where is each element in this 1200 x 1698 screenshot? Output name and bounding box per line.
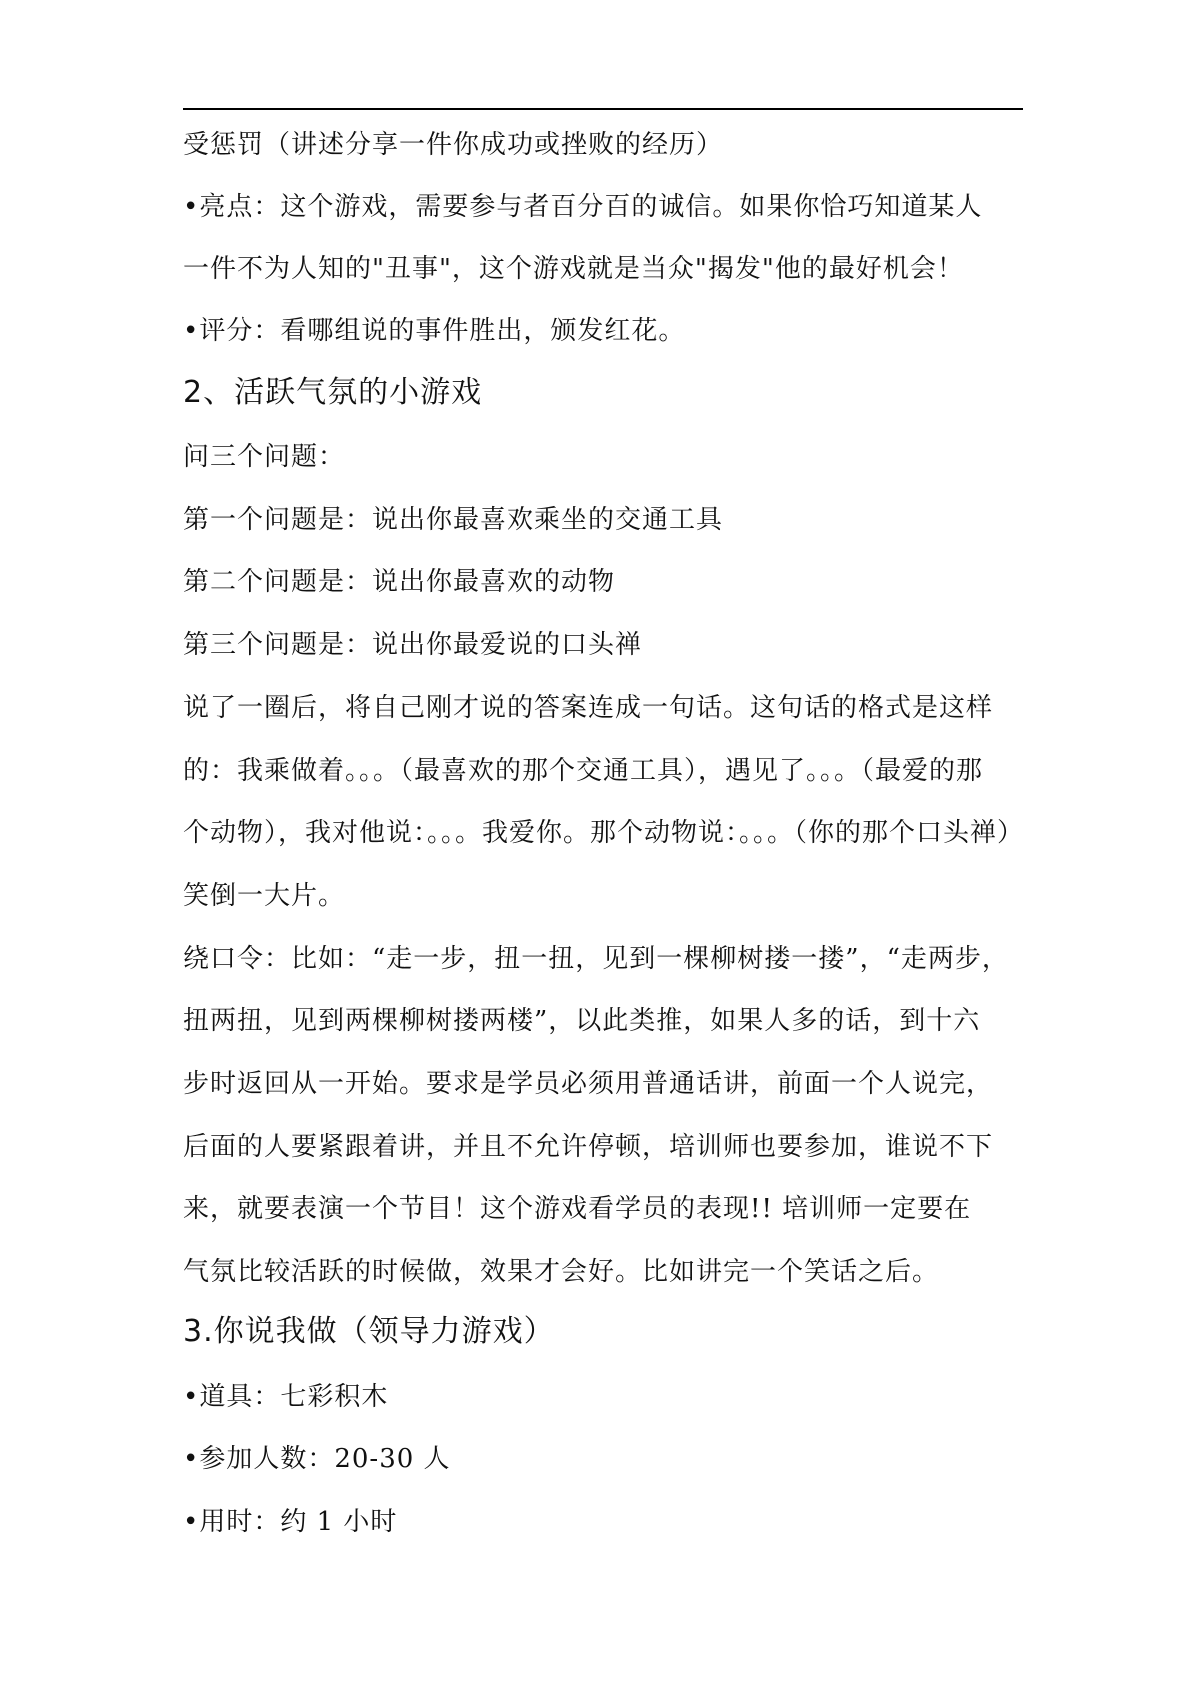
section1-highlight-line-2: 一件不为人知的"丑事"，这个游戏就是当众"揭发"他的最好机会！ (183, 254, 964, 284)
section2-paragraph2-line: 后面的人要紧跟着讲，并且不允许停顿，培训师也要参加，谁说不下 (183, 1132, 994, 1162)
section2-paragraph1-line: 的：我乘做着。。。（最喜欢的那个交通工具），遇见了。。。（最爱的那 (183, 756, 984, 786)
section3-duration: •用时：约 1 小时 (183, 1507, 398, 1537)
section2-paragraph2-line: 绕口令：比如：“走一步，扭一扭，见到一棵柳树搂一搂”，“走两步， (183, 944, 1009, 974)
section3-props: •道具：七彩积木 (183, 1382, 389, 1412)
section1-score-line: •评分：看哪组说的事件胜出，颁发红花。 (183, 316, 686, 346)
section2-paragraph1-line: 说了一圈后，将自己刚才说的答案连成一句话。这句话的格式是这样 (183, 693, 994, 723)
section1-highlight-line-1: •亮点：这个游戏，需要参与者百分百的诚信。如果你恰巧知道某人 (183, 192, 983, 222)
section2-paragraph1-line: 个动物），我对他说：。。。我爱你。那个动物说：。。。（你的那个口头禅） (183, 818, 1025, 848)
section2-paragraph1-line: 笑倒一大片。 (183, 881, 346, 911)
section1-punishment-line: 受惩罚（讲述分享一件你成功或挫败的经历） (183, 130, 724, 160)
section2-paragraph2-line: 来，就要表演一个节目！这个游戏看学员的表现!! 培训师一定要在 (183, 1194, 972, 1224)
section2-intro: 问三个问题： (183, 442, 346, 472)
header-rule (183, 108, 1023, 110)
section2-paragraph2-line: 扭两扭，见到两棵柳树搂两楼”，以此类推，如果人多的话，到十六 (183, 1006, 981, 1036)
section2-paragraph2-line: 气氛比较活跃的时候做，效果才会好。比如讲完一个笑话之后。 (183, 1257, 940, 1287)
section2-heading: 2、活跃气氛的小游戏 (183, 375, 483, 410)
section2-question-1: 第一个问题是：说出你最喜欢乘坐的交通工具 (183, 505, 724, 535)
section2-question-2: 第二个问题是：说出你最喜欢的动物 (183, 567, 616, 597)
section3-participants: •参加人数：20-30 人 (183, 1444, 451, 1474)
section2-question-3: 第三个问题是：说出你最爱说的口头禅 (183, 630, 643, 660)
section3-heading: 3.你说我做（领导力游戏） (183, 1314, 555, 1349)
section2-paragraph2-line: 步时返回从一开始。要求是学员必须用普通话讲，前面一个人说完， (183, 1069, 994, 1099)
